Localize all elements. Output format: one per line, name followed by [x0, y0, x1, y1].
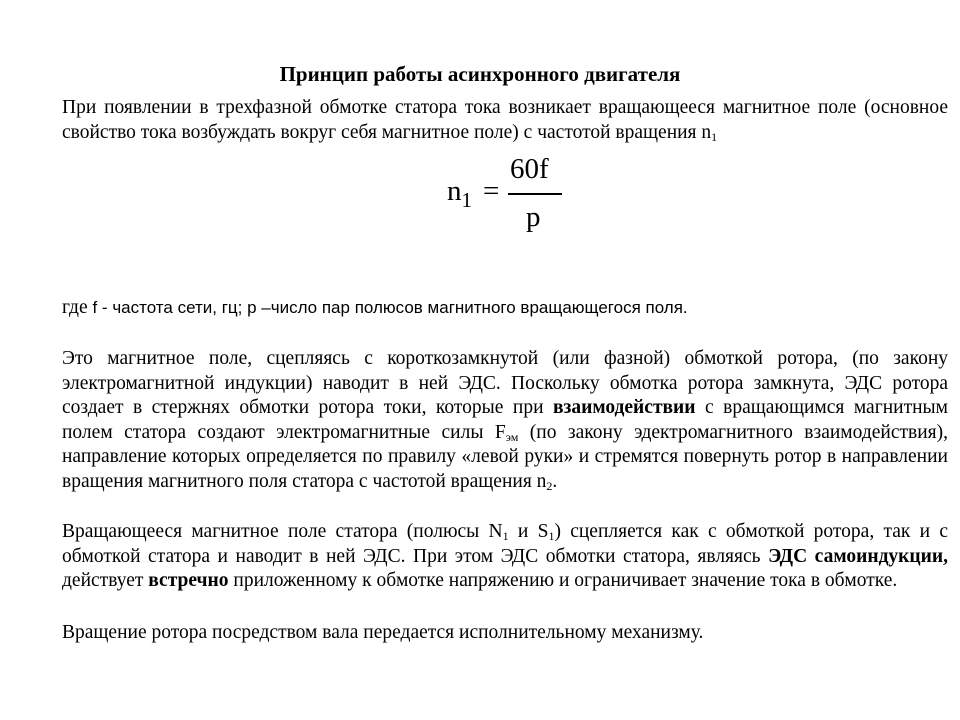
emf-n2-subscript: 2 — [546, 478, 553, 493]
self-text-5: приложенному к обмотке напряжению и ограничивает значение тока в обмотке. — [228, 570, 898, 591]
formula-fraction-bar — [508, 193, 562, 195]
self-text-3: ) сцепляется как с обмоткой ротора, так и с обмоткой статора и наводит в ней ЭДС. При этом ЭДС обмотки статора, являясь — [62, 521, 949, 567]
emf-text-1: Это магнитное поле, сцепляясь с короткозамкнутой (или фазной) обмоткой ротора, (по закону электромагнитной индукции) наводит в ней ЭДС. Поскольку обмотка ротора замкнута, ЭДС ротора создает в стержнях обмотки ротора токи, которые при — [62, 348, 948, 418]
self-bold-counter: встречно — [148, 570, 229, 591]
formula-lhs — [447, 174, 472, 210]
intro-paragraph — [62, 96, 948, 145]
self-induction-paragraph — [62, 520, 948, 594]
where-definition — [62, 294, 948, 322]
emf-force-subscript: эм — [505, 429, 519, 444]
rotation-frequency-formula — [440, 152, 580, 242]
self-text-1: Вращающееся магнитное поле статора (полюсы N — [62, 521, 503, 542]
where-word: где — [62, 297, 88, 318]
shaft-paragraph: Вращение ротора посредством вала передается исполнительному механизму. — [62, 622, 704, 643]
formula-numerator: 60f — [510, 153, 549, 185]
slide-title: Принцип работы асинхронного двигателя — [279, 62, 681, 86]
emf-text-3: (по закону эдектромагнитного взаимодействия), направление которых определяется по правилу «левой руки» и стремятся повернуть ротор в направлении вращения магнитного поля статора с частотой вращения n — [62, 421, 948, 492]
self-text-4: действует — [62, 570, 149, 591]
formula-denominator: p — [526, 201, 541, 233]
formula-lhs-subscript: 1 — [461, 188, 472, 212]
emf-paragraph — [62, 347, 948, 494]
self-s1-subscript: 1 — [548, 529, 555, 543]
emf-bold-interaction: взаимодействии — [552, 397, 696, 418]
emf-text-4: . — [552, 470, 558, 492]
formula-equals: = — [483, 175, 500, 207]
self-bold-self-induction: ЭДС самоиндукции, — [768, 545, 948, 567]
where-definition-text: f - частота сети, гц; p –число пар полюсов магнитного вращающегося поля. — [92, 298, 688, 317]
emf-text-2: с вращающимся магнитным полем статора создают электромагнитные силы F — [62, 397, 948, 443]
self-n1-subscript: 1 — [502, 529, 509, 543]
self-text-2: и S — [508, 521, 549, 542]
intro-subscript: 1 — [711, 129, 718, 144]
formula-lhs-symbol: n — [447, 175, 462, 207]
intro-text: При появлении в трехфазной обмотке статора тока возникает вращающееся магнитное поле (основное свойство тока возбуждать вокруг себя магнитное поле) с частотой вращения n — [62, 97, 948, 143]
